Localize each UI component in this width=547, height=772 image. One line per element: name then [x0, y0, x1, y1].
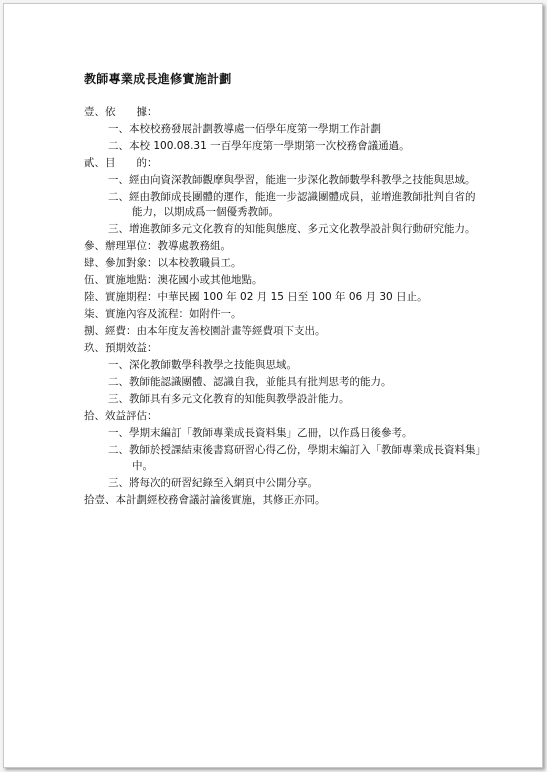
section-heading: 伍、實施地點：澳花國小或其他地點。: [84, 274, 263, 286]
section-item: 三、教師具有多元文化教育的知能與教學設計能力。: [108, 393, 350, 405]
section-heading: 拾壹、本計劃經校務會議討論後實施，其修正亦同。: [84, 493, 326, 506]
section-heading: 拾、效益評估：: [84, 410, 158, 422]
section-heading: 肆、參加對象：以本校教職員工。: [84, 257, 242, 269]
section-heading: 柒、實施內容及流程：如附件一。: [84, 308, 242, 320]
section-item: 一、本校校務發展計劃教導處一佰學年度第一學期工作計劃: [108, 122, 381, 135]
section-item: 三、將每次的研習紀錄至入網頁中公開分享。: [108, 476, 318, 489]
section-heading: 壹、依 據：: [84, 105, 158, 118]
section-item: 一、學期末編訂「教師專業成長資料集」乙冊，以作爲日後參考。: [108, 427, 413, 439]
section-heading: 參、辦理單位：教導處教務組。: [84, 240, 231, 252]
section-item: 二、本校 100.08.31 一百學年度第一學期第一次校務會議通過。: [108, 139, 410, 152]
section-item: 二、教師於授課結束後書寫研習心得乙份，學期末編訂入「教師專業成長資料集」中。: [108, 444, 481, 472]
section-heading: 陸、實施期程：中華民國 100 年 02 月 15 日至 100 年 06 月 30 日止。: [84, 291, 428, 303]
section-heading: 捌、經費：由本年度友善校園計畫等經費項下支出。: [84, 325, 326, 337]
section-heading: 貳、目 的：: [84, 156, 158, 169]
document-title: 教師專業成長進修實施計劃: [84, 72, 232, 86]
section-item: 一、經由向資深教師觀摩與學習，能進一步深化教師數學科教學之技能與思域。: [108, 173, 476, 186]
document-body: [84, 72, 484, 510]
section-item: 二、教師能認識團體、認識自我，並能具有批判思考的能力。: [108, 376, 392, 388]
section-heading: 玖、預期效益：: [84, 342, 158, 354]
section-item: 一、深化教師數學科教學之技能與思域。: [108, 359, 297, 371]
section-item: 三、增進教師多元文化教育的知能與態度、多元文化教學設計與行動研究能力。: [108, 223, 476, 235]
section-item: 二、經由教師成長團體的運作，能進一步認識團體成員，並增進教師批判自省的能力，以期成爲一個優秀教師。: [108, 190, 476, 218]
document-page: [3, 3, 543, 768]
